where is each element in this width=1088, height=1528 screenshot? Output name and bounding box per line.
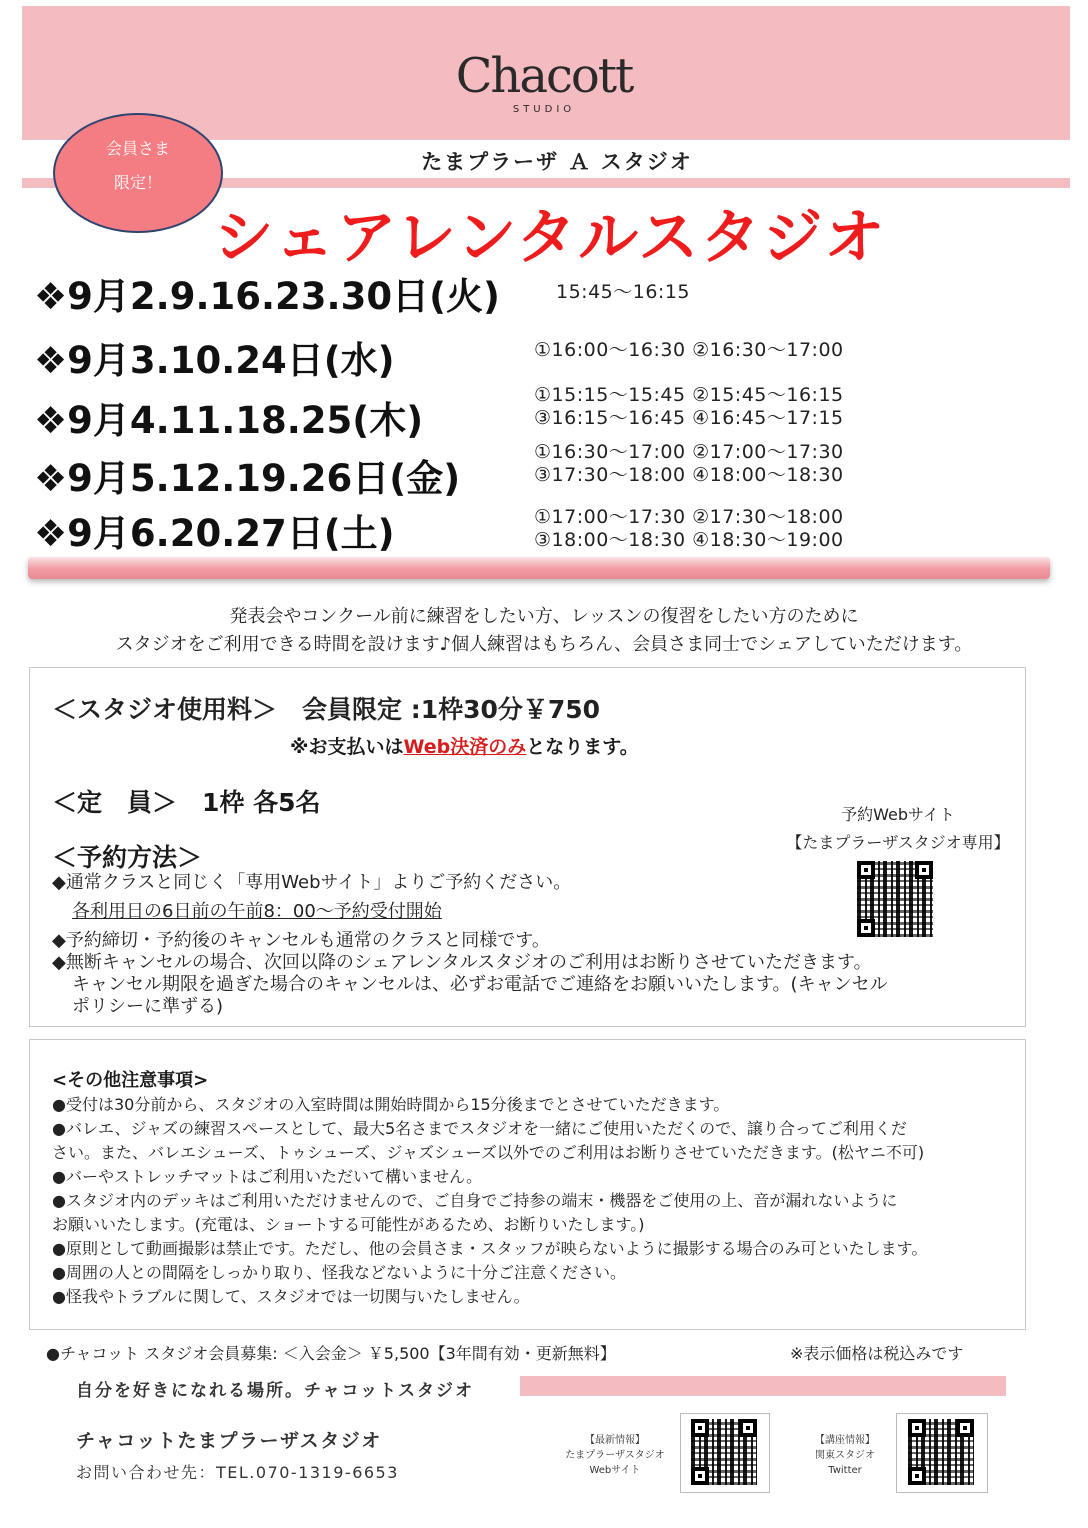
caption-line: 【最新情報】	[585, 1435, 645, 1446]
payment-note-suffix: となります。	[526, 736, 639, 758]
page-title: シェアレンタルスタジオ	[213, 203, 887, 273]
schedule-times-wed	[534, 339, 844, 362]
method-line-1: ◆通常クラスと同じく「専用Webサイト」よりご予約ください。	[52, 872, 572, 893]
method-line-3: ◆予約締切・予約後のキャンセルも通常のクラスと同様です。	[52, 930, 550, 951]
note-line: ●バレエ、ジャズの練習スペースとして、最大5名さまでスタジオを一緒にご使用いただくので、譲り合ってご利用くだ	[52, 1119, 907, 1138]
note-line: ●受付は30分前から、スタジオの入室時間は開始時間から15分後までとさせていただきます。	[52, 1095, 730, 1114]
member-recruitment: ●チャコット スタジオ会員募集: ＜入会金＞ ￥5,500【3年間有効・更新無料】	[46, 1344, 616, 1363]
capacity: ＜定 員＞ 1枠 各5名	[52, 788, 321, 817]
note-line: ●原則として動画撮影は禁止です。ただし、他の会員さま・スタッフが映らないように撮影する場合のみ可といたします。	[52, 1239, 928, 1258]
payment-note-prefix: ※お支払いは	[290, 736, 404, 758]
intro-line-1: 発表会やコンクール前に練習をしたい方、レッスンの復習をしたい方のために	[229, 606, 859, 627]
chacott-logo: Chacott	[455, 48, 633, 104]
booking-qr-caption-2: 【たまプラーザスタジオ専用】	[786, 833, 1010, 852]
payment-note	[290, 732, 639, 759]
caption-line: たまプラーザスタジオ	[565, 1450, 665, 1461]
intro-text	[0, 603, 1088, 659]
contact-phone[interactable]: お問い合わせ先：TEL.070-1319-6653	[76, 1463, 399, 1482]
method-line-6: ポリシーに準ずる)	[72, 996, 224, 1017]
schedule-times-thu	[534, 384, 844, 430]
booking-qr-caption-1: 予約Webサイト	[841, 805, 955, 824]
website-qr-caption	[560, 1433, 670, 1478]
schedule-date-wed: ❖9月3.10.24日(水)	[34, 339, 395, 382]
slogan: 自分を好きになれる場所。チャコットスタジオ	[76, 1381, 474, 1401]
time-slot-line: ③16:15～16:45 ④16:45～17:15	[534, 407, 844, 429]
other-notes-heading: <その他注意事項>	[52, 1070, 209, 1091]
logo-subtitle: STUDIO	[512, 104, 576, 115]
schedule-date-thu: ❖9月4.11.18.25(木)	[34, 399, 424, 442]
twitter-qr-caption	[795, 1433, 895, 1478]
caption-line: 【講座情報】	[815, 1435, 875, 1446]
method-line-4: ◆無断キャンセルの場合、次回以降のシェアレンタルスタジオのご利用はお断りさせていただきます。	[52, 952, 872, 973]
note-line: ●怪我やトラブルに関して、スタジオでは一切関与いたしません。	[52, 1287, 530, 1306]
caption-line: Twitter	[828, 1465, 862, 1476]
schedule-date-fri: ❖9月5.12.19.26日(金)	[34, 457, 461, 500]
studio-fee: ＜スタジオ使用料＞ 会員限定 :1枠30分￥750	[52, 695, 601, 724]
time-slot-line: ①16:00～16:30 ②16:30～17:00	[534, 339, 844, 361]
website-qr-code[interactable]	[691, 1419, 757, 1485]
tax-included-note: ※表示価格は税込みです	[790, 1344, 964, 1363]
note-line: ●周囲の人との間隔をしっかり取り、怪我などないように十分ご注意ください。	[52, 1263, 626, 1282]
caption-line: 関東スタジオ	[815, 1450, 875, 1461]
studio-name: たまプラーザ Ａ スタジオ	[421, 150, 693, 174]
badge-line-2: 限定！	[113, 173, 162, 192]
intro-line-2: スタジオをご利用できる時間を設けます♪個人練習はもちろん、会員さま同士でシェアしていただけます。	[115, 634, 973, 655]
time-slot-line: ①15:15～15:45 ②15:45～16:15	[534, 384, 844, 406]
booking-qr-code[interactable]	[857, 861, 933, 937]
note-line: ●スタジオ内のデッキはご利用いただけませんので、ご自身でご持参の端末・機器をご使用の上、音が漏れないように	[52, 1191, 898, 1210]
time-slot-line: ①16:30～17:00 ②17:00～17:30	[534, 441, 844, 463]
time-slot-line: ③18:00～18:30 ④18:30～19:00	[534, 529, 844, 551]
note-line: お願いいたします。(充電は、ショートする可能性があるため、お断りいたします。)	[52, 1215, 645, 1234]
schedule-date-sat: ❖9月6.20.27日(土)	[34, 512, 395, 555]
schedule-times-fri	[534, 441, 844, 487]
twitter-qr-code[interactable]	[908, 1419, 974, 1485]
footer-studio-name: チャコットたまプラーザスタジオ	[76, 1430, 382, 1452]
time-slot-line: 15:45～16:15	[556, 281, 691, 303]
time-slot-line: ③17:30～18:00 ④18:00～18:30	[534, 464, 844, 486]
reservation-method-heading: ＜予約方法＞	[52, 843, 203, 872]
method-line-2: 各利用日の6日前の午前8：00～予約受付開始	[72, 901, 442, 922]
badge-line-1: 会員さま	[105, 139, 170, 158]
schedule-date-tue: ❖9月2.9.16.23.30日(火)	[34, 275, 500, 318]
note-line: ●バーやストレッチマットはご利用いただいて構いません。	[52, 1167, 483, 1186]
schedule-times-tue	[556, 281, 690, 304]
time-slot-line: ①17:00～17:30 ②17:30～18:00	[534, 506, 844, 528]
method-line-5: キャンセル期限を過ぎた場合のキャンセルは、必ずお電話でご連絡をお願いいたします。(キャンセル	[72, 974, 888, 995]
web-payment-only-link[interactable]: Web決済のみ	[403, 736, 527, 758]
note-line: さい。また、バレエシューズ、トゥシューズ、ジャズシューズ以外でのご利用はお断りさせていただきます。(松ヤニ不可)	[52, 1143, 925, 1162]
decorative-pink-bar	[28, 557, 1050, 579]
caption-line: Webサイト	[589, 1465, 641, 1476]
schedule-times-sat	[534, 506, 844, 552]
slogan-pink-bar	[520, 1376, 1006, 1396]
